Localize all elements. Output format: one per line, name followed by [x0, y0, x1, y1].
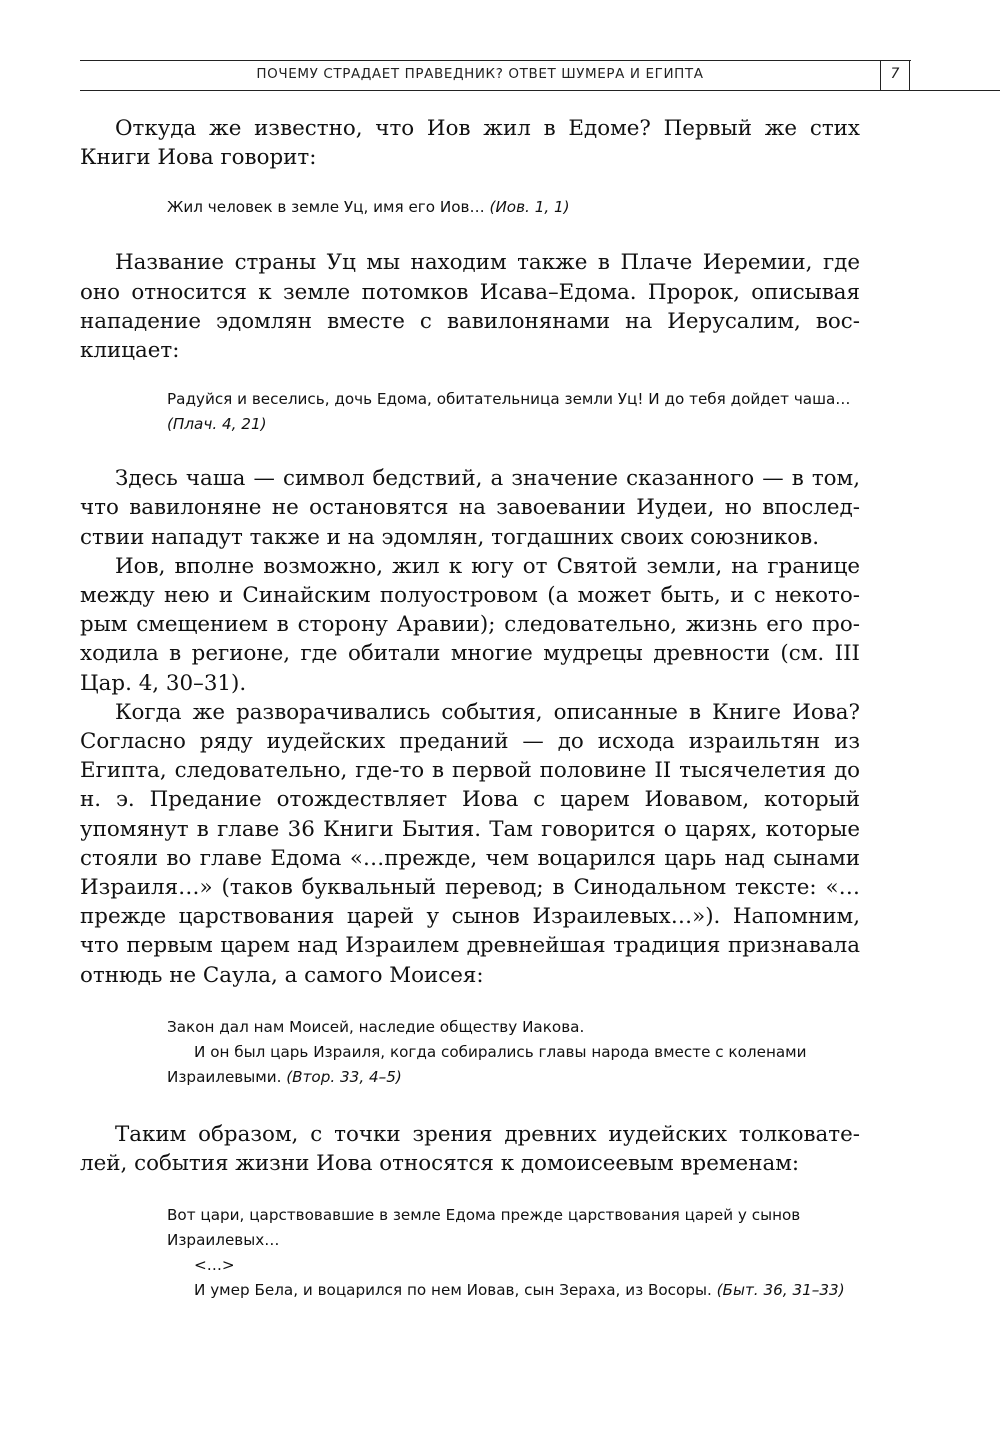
quote-genesis [80, 1203, 857, 1303]
page-number-box [880, 60, 910, 90]
paragraph-6: Таким образом, с точки зрения древних иудейских толкователей, события жизни Иова относятся к домоисеевым временам: [80, 1121, 860, 1177]
quote-genesis-ref: (Быт. 36, 31–33) [716, 1281, 845, 1300]
running-head-title: ПОЧЕМУ СТРАДАЕТ ПРАВЕДНИК? ОТВЕТ ШУМЕРА И ЕГИПТА [256, 66, 704, 82]
quote-job-ref: (Иов. 1, 1) [489, 198, 570, 217]
quote-lamentations-ref: (Плач. 4, 21) [167, 415, 267, 434]
page-number: 7 [890, 66, 900, 82]
quote-genesis-omission: <…> [194, 1256, 235, 1275]
quote-job [80, 195, 857, 220]
header-rule-top [80, 60, 911, 61]
main-text [80, 114, 860, 1303]
running-head [80, 60, 1000, 92]
paragraph-3: Здесь чаша — символ бедствий, а значение сказанного — в том, что вавилоняне не остановятся на завоевании Иудеи, но впоследствии нападут также и на эдомлян, тогдашних своих союзников. [80, 466, 860, 550]
paragraph-2: Название страны Уц мы находим также в Плаче Иеремии, где оно относится к земле потомков Исава–Едома. Пророк, описывая нападение эдомлян вместе с вавилонянами на Иерусалим, восклицает: [80, 250, 860, 364]
header-rule-bottom [80, 90, 1000, 91]
paragraph-4: Иов, вполне возможно, жил к югу от Святой земли, на границе между нею и Синайским полуостровом (а может быть, и с некоторым смещением в сторону Аравии); следовательно, жизнь его проходила в регионе, где обитали многие мудрецы древности (см. III Цар. 4, 30–31). [80, 553, 860, 696]
paragraph-5: Когда же разворачивались события, описанные в Книге Иова? Согласно ряду иудейских преданий — до исхода израильтян из Египта, следовательно, где-то в первой половине II тысячелетия до н. э. Предание отождествляет Иова с царем Иовавом, который упомянут в главе 36 Книги Бытия. Там говорится о царях, которые стояли во главе Едома «…прежде, чем воцарился царь над сынами Израиля…» (таков буквальный перевод; в Синодальном тексте: «…прежде царствования царей у сынов Израилевых…»). Напомним, что первым царем над Израилем древнейшая традиция признавала отнюдь не Саула, а самого Моисея: [80, 699, 860, 988]
quote-deuteronomy-line-1: Закон дал нам Моисей, наследие обществу Иакова. [167, 1017, 585, 1036]
quote-deuteronomy [80, 1015, 857, 1090]
quote-genesis-line-1: Вот цари, царствовавшие в земле Едома прежде царствования царей у сынов Израилевых… [167, 1206, 801, 1250]
quote-deuteronomy-line-2: И он был царь Израиля, когда собирались главы народа вместе с коленами Израилевыми. [167, 1042, 807, 1086]
quote-job-text: Жил человек в земле Уц, имя его Иов… [167, 198, 490, 217]
quote-deuteronomy-ref: (Втор. 33, 4–5) [286, 1067, 402, 1086]
quote-genesis-line-3: И умер Бела, и воцарился по нем Иовав, сын Зераха, из Восоры. [194, 1281, 717, 1300]
paragraph-1: Откуда же известно, что Иов жил в Едоме? Первый же стих Книги Иова говорит: [80, 116, 860, 171]
quote-lamentations-text: Радуйся и веселись, дочь Едома, обитательница земли Уц! И до тебя дойдет чаша… [167, 390, 851, 409]
quote-lamentations [80, 387, 857, 437]
